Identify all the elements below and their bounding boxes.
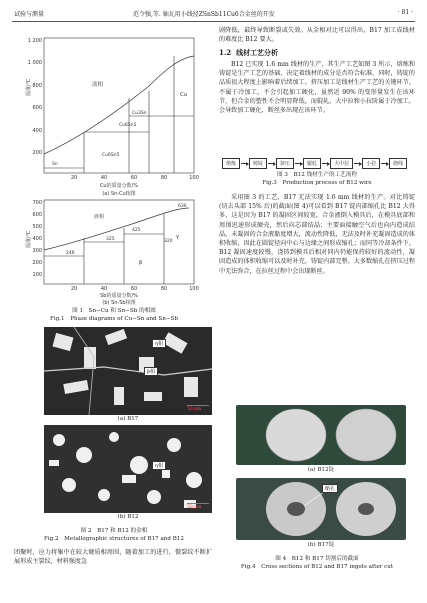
fig1b-ytick: 400: [32, 236, 42, 242]
fig1b-region: 325: [106, 237, 115, 242]
flow-step: 绕线: [389, 158, 407, 169]
arrow-icon: [381, 163, 388, 164]
fig1b-xtick: 20: [70, 286, 78, 292]
fig1b-ytick: 100: [32, 272, 42, 278]
fig1a-xtick: 20: [70, 175, 78, 181]
fig1a-xtick: 40: [100, 175, 108, 181]
fig1a-region: Cu3Sn: [132, 111, 147, 116]
section-heading: [219, 48, 278, 58]
flow-step: 挤压: [276, 158, 294, 169]
fig1a-xlabel: Cu的质量分数/%: [99, 183, 139, 189]
fig1b-xtick: 60: [130, 286, 138, 292]
fig1a-region: 液相: [92, 82, 104, 88]
fig2b-marker: η相: [152, 461, 166, 470]
fig3-process-flow: [222, 158, 407, 169]
arrow-icon: [295, 163, 302, 164]
fig1a-sublabel: (a) Sn-Cu相图: [102, 191, 136, 196]
journal-section: 试验与测量: [14, 11, 45, 18]
fig1b-region: 320: [164, 239, 173, 244]
fig1b-region: 425: [132, 228, 141, 233]
arrow-icon: [322, 163, 329, 164]
fig1b-xtick: 40: [100, 286, 108, 292]
fig1b-ytick: 700: [32, 200, 42, 206]
fig2b-micrograph-image: [44, 425, 212, 513]
fig2-caption-en: Fig.2 Metallographic structures of B17 and B12: [44, 536, 184, 542]
fig1b-ytick: 500: [32, 224, 42, 230]
arrow-icon: [241, 163, 248, 164]
fig1b-ytick: 600: [32, 212, 42, 218]
fig1a-region: Cu6Sn5: [102, 153, 120, 158]
fig4b-label: (b) B17锭: [307, 542, 335, 548]
fig1b-phase-diagram: [24, 198, 204, 306]
fig4b-ingot-image: [236, 478, 406, 540]
header-rule: [12, 21, 415, 22]
right-column-paragraph-top: 剧降低，最终导致断裂或失效。从金相对比可以得出，B17 加工成线材的难度比 B12 要大。: [219, 27, 415, 44]
arrow-icon: [268, 163, 275, 164]
fig2a-label: (a) B17: [117, 416, 139, 422]
fig2-caption-cn: 图 2 B17 和 B12 的金相: [80, 528, 148, 534]
section-title: 线材工艺分析: [236, 48, 279, 57]
fig1b-ylabel: 温度/℃: [26, 230, 32, 248]
left-column-paragraph: 团聚时，应力将集中在较大硬质相周围，随着加工的进行，微裂纹不断扩展形成主裂纹，材料强度急: [14, 549, 212, 566]
fig4a-label: (a) B12锭: [307, 467, 335, 473]
fig1b-region: 液相: [94, 214, 105, 220]
fig2a-micrograph-image: [44, 327, 212, 415]
flow-step: 铸锭: [249, 158, 267, 169]
running-title: 范令强,等. 轴瓦用小线径ZSnSb11Cu6合金丝的开发: [133, 11, 275, 18]
fig1a-ylabel: 温度/℃: [26, 78, 32, 96]
fig1a-phase-diagram: [24, 36, 204, 196]
fig1a-ytick: 200: [32, 150, 42, 156]
fig1b-sublabel: (b) Sn-Sb相图: [102, 300, 136, 306]
fig1a-region: Cu: [180, 92, 188, 98]
flow-step: 熔炼: [222, 158, 240, 169]
fig2a-marker: β相: [144, 367, 158, 376]
fig1b-region: γ: [176, 234, 179, 240]
fig1a-xtick: 80: [160, 175, 168, 181]
fig2b-scalebar: 50 μm: [187, 503, 209, 510]
fig1a-region: Cu6Sn5: [119, 123, 137, 128]
fig1b-region: 630: [178, 204, 187, 209]
fig1a-ytick: 1 000: [27, 60, 42, 66]
paragraph-ingot: 采用图 3 的工艺，B17 无法实现 1.6 mm 线材的生产。对比铸锭(切去头部 15% 后)的截面(图 4)可以看到 B17 锭内部缩孔比 B12 大得多，这是因为 B17 的凝固区间较宽，合金液倒入模具后，在模具底部和周围迅速形成硬壳，然后向芯部结晶；主要面接触空气后也向内造成结晶，未凝固的合金液黏度增大，流动性降低，无法及时补充凝固造成的体积收缩，因此在圆锭径向中心与边缘之间形成缩孔；而同等冷却条件下，B12 凝固速度较慢，浇铸到模具后相对同内仍能保持较好的流动性，凝固造成的体积收缩可以及时补充，铸锭内部完整。大多数缩孔在挤压过程中无法弥合，在拉丝过程中会出现断丝。: [219, 194, 415, 275]
fig1b-xtick: 80: [160, 286, 168, 292]
fig4a-ingot-image: [236, 405, 406, 465]
fig1a-ytick: 400: [32, 128, 42, 134]
fig2a-scalebar: 50 μm: [187, 405, 209, 412]
flow-step: 大中拉: [330, 158, 353, 169]
page-number: · 81 ·: [397, 9, 413, 16]
arrow-icon: [354, 163, 361, 164]
fig1a-ytick: 600: [32, 105, 42, 111]
flow-step: 小拉: [362, 158, 380, 169]
fig1a-xtick: 60: [130, 175, 138, 181]
flow-step: 辊轧: [303, 158, 321, 169]
fig4-caption-cn: 图 4 B12 和 B17 切割后的截面: [275, 556, 359, 562]
fig3-caption-en: Fig.3 Production process of B12 wire: [262, 180, 372, 186]
fig1a-ytick: 1 200: [27, 38, 42, 44]
fig1b-xtick: 100: [189, 286, 199, 292]
fig1-caption-cn: 图 1 Sn−Cu 和 Sn−Sb 的相图: [72, 308, 156, 314]
fig2b-label: (b) B12: [117, 514, 139, 520]
fig3-caption-cn: 图 3 B12 线材生产的工艺流程: [277, 172, 357, 178]
fig4-caption-en: Fig.4 Cross sections of B12 and B17 ingots after cut: [240, 564, 394, 570]
fig1a-xtick: 100: [189, 175, 199, 181]
fig1b-xlabel: Sb的质量分数/%: [100, 293, 138, 299]
section-number: 1.2: [219, 48, 232, 57]
fig1a-region: Sn: [52, 162, 58, 167]
fig2a-marker: η相: [152, 339, 166, 348]
fig1b-ytick: 200: [32, 260, 42, 266]
fig1b-region: β: [139, 260, 143, 266]
fig1a-ytick: 800: [32, 83, 42, 89]
fig1b-region: 246: [66, 251, 75, 256]
fig1-caption-en: Fig.1 Phase diagrams of Cu−Sn and Sn−Sb: [50, 316, 178, 322]
fig4b-marker: 缩孔: [322, 484, 338, 493]
fig1b-ytick: 300: [32, 248, 42, 254]
paragraph-process: B12 已实现 1.6 mm 线材的生产，其生产工艺如图 3 所示，熔炼和铸锭是生产工艺的基础，决定着线材的成分是否符合标准，同时，铸锭的品质很大程度上影响着后续加工。挤压加工是线材生产工艺的关键环节，不属于冷加工，不会引起加工硬化，虽然近 90% 的变形量发生在该环节，但合金的塑性不会明显降低。而辊轧、大中拉和小拉阶属于冷加工，会导致加工硬化，断丝多出现在该环节。: [219, 61, 415, 115]
